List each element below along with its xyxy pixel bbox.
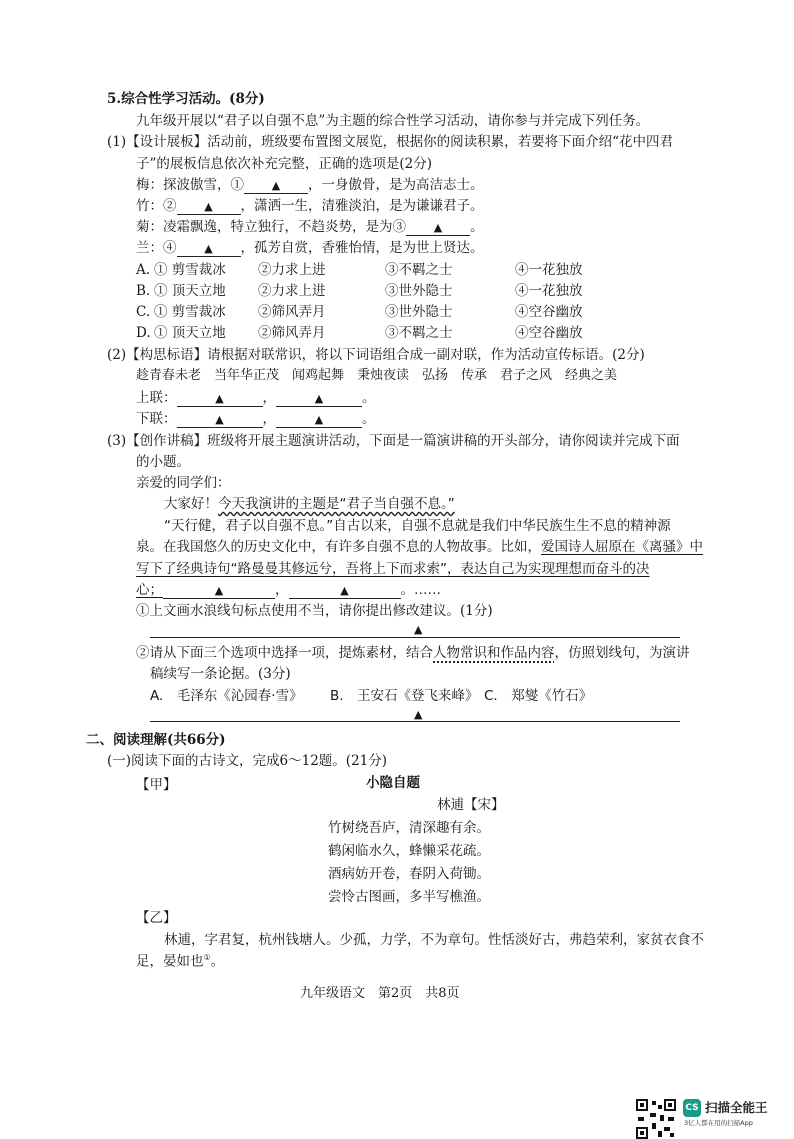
yi-line1: 林逋，字君复，杭州钱塘人。少孤，力学，不为章句。性恬淡好古，弗趋荣利，家贫衣食不 [164,932,704,948]
triangle-icon: ▲ [314,392,324,405]
triangle-icon: ▲ [271,179,281,192]
choice-a: A. 毛泽东《沁园春·雪》 [150,688,303,704]
sub-question-2-line1: ②请从下面三个选项中选择一项，提炼素材，结合人物常识和作品内容，仿照划线句，为演讲 [136,645,690,661]
mei-line: 梅：探波傲雪，① ▲ ，一身傲骨，是为高洁志士。 [136,177,484,193]
triangle-icon: ▲ [204,200,213,213]
answer-blank [276,390,362,407]
scanner-app-name: 扫描全能王 [705,1100,768,1115]
camscanner-logo-icon: CS [683,1099,701,1117]
model-underlined-sentence: 爱国诗人屈原在《离骚》中 [541,539,703,555]
answer-blank [163,582,275,599]
yi-line2: 足，晏如也①。 [136,953,225,970]
answer-blank [177,390,263,407]
speech-para2-line1: “天行健，君子以自强不息。”自古以来，自强不息就是我们中华民族生生不息的精神源 [164,518,671,534]
speech-greeting: 亲爱的同学们： [136,475,231,491]
page-footer: 九年级语文 第2页 共8页 [300,986,460,1001]
poem-author: 林逋【宋】 [437,797,505,813]
emphasis-dotted-text: 人物常识和作品内容 [433,645,555,661]
part3-prompt-line1: (3)【创作讲稿】班级将开展主题演讲活动，下面是一篇演讲稿的开头部分，请你阅读并完成下面 [107,433,680,449]
wavy-underlined-sentence: 今天我演讲的主题是“君子当自强不息。” [218,496,455,512]
q5-intro: 九年级开展以“君子以自强不息”为主题的综合性学习活动，请你参与并完成下列任务。 [136,113,650,129]
answer-blank [406,219,470,236]
zhu-line: 竹：② ▲ ，潇洒一生，清雅淡泊，是为谦谦君子。 [136,198,484,214]
lower-couplet: 下联： ▲ ， ▲ 。 [136,411,376,427]
qr-code-icon [636,1099,676,1139]
answer-blank [177,198,241,215]
poem-line: 竹树绕吾庐，清深趣有余。 [328,820,490,836]
upper-couplet: 上联： ▲ ， ▲ 。 [136,390,376,406]
poem-title: 小隐自题 [366,775,420,791]
yi-label: 【乙】 [136,910,177,926]
q5-title: 5.综合性学习活动。(8分) [107,91,265,107]
part1-prompt-line1: (1)【设计展板】活动前，班级要布置图文展览，根据你的阅读积累，若要将下面介绍“花中四君 [107,134,674,150]
part1-prompt-line2: 子”的展板信息依次补充完整，正确的选项是(2分) [136,156,433,172]
poem-line: 尝怜古图画，多半写樵渔。 [328,889,490,905]
answer-blank [289,582,401,599]
part2-prompt: (2)【构思标语】请根据对联常识，将以下词语组合成一副对联，作为活动宣传标语。(2分) [107,347,645,363]
answer-line [150,637,680,638]
triangle-icon: ▲ [204,242,213,255]
sub-question-2-line2: 稿续写一条论据。(3分) [150,666,291,682]
part3-prompt-line2: 的小题。 [136,454,190,470]
triangle-icon: ▲ [433,221,443,234]
speech-para2-line3: 写下了经典诗句“路曼曼其修远兮，吾将上下而求索”，表达自己为实现理想而奋斗的决 [136,561,650,577]
ju-line: 菊：凌霜飘逸，特立独行，不趋炎势，是为③ ▲ 。 [136,219,484,235]
poem-line: 鹤闲临水久，蜂懒采花疏。 [328,843,490,859]
poem-line: 酒病妨开卷，春阴入荷锄。 [328,866,490,882]
choice-c: C. 郑燮《竹石》 [484,688,593,704]
lan-line: 兰：④ ▲ ，孤芳自赏，香雅怡情，是为世上贤达。 [136,240,484,256]
sub-question-1: ①上文画水浪线句标点使用不当，请你提出修改建议。(1分) [136,603,493,619]
triangle-icon: ▲ [214,584,224,597]
triangle-icon: ▲ [215,392,224,405]
speech-para2-line4: 心； ▲ ， ▲ 。…… [136,582,441,598]
answer-blank [177,411,263,428]
answer-blank [244,177,308,194]
answer-blank [276,411,362,428]
scanner-tagline: 3亿人都在用的扫描App [684,1119,753,1127]
answer-line [150,721,680,722]
couplet-words: 趁青春未老 当年华正茂 闻鸡起舞 秉烛夜读 弘扬 传承 君子之风 经典之美 [136,368,618,383]
speech-para2-line2: 泉。在我国悠久的历史文化中，有许多自强不息的人物故事。比如，爱国诗人屈原在《离骚》中 [136,539,703,555]
triangle-icon: ▲ [414,623,423,636]
section2-sub1: (一)阅读下面的古诗文，完成6～12题。(21分) [107,753,388,769]
speech-para1: 大家好！今天我演讲的主题是“君子当自强不息。” [164,496,455,512]
footnote-marker: ① [203,953,211,962]
section2-title: 二、阅读理解(共66分) [86,732,226,748]
triangle-icon: ▲ [215,413,224,426]
choice-b: B. 王安石《登飞来峰》 [330,688,479,704]
answer-blank [177,240,241,257]
triangle-icon: ▲ [340,584,349,597]
triangle-icon: ▲ [314,413,324,426]
triangle-icon: ▲ [414,708,423,721]
jia-label: 【甲】 [136,777,177,793]
